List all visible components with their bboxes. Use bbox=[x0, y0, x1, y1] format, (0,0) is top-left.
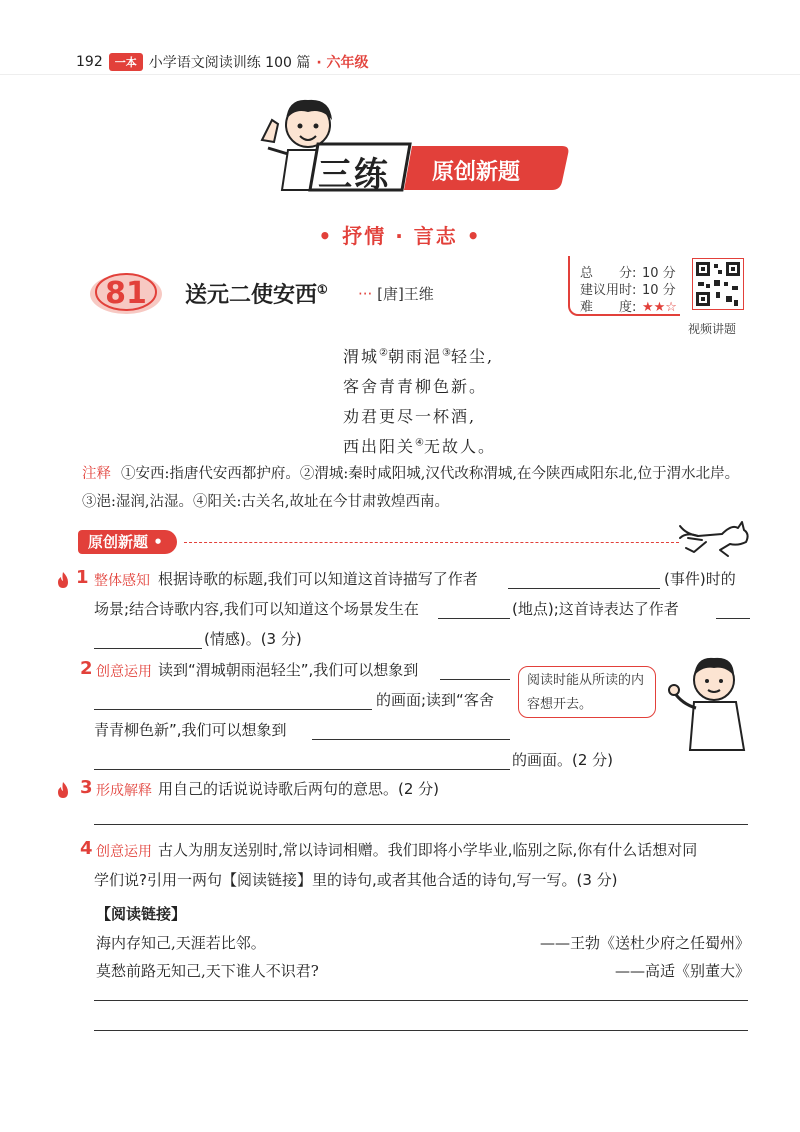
answer-blank[interactable] bbox=[438, 618, 510, 619]
difficulty-row bbox=[580, 296, 677, 315]
section-subtitle: • 抒情 · 言志 • bbox=[318, 224, 482, 248]
cat-icon bbox=[676, 518, 752, 558]
poem-line-4-part-b: 无故人。 bbox=[423, 437, 496, 456]
poem-title bbox=[185, 278, 328, 309]
section-dashed-line bbox=[184, 542, 679, 543]
boy-pointing-illustration bbox=[664, 652, 754, 752]
answer-blank[interactable] bbox=[440, 679, 510, 680]
answer-blank[interactable] bbox=[508, 588, 660, 589]
total-score-label: 总 分: bbox=[580, 266, 637, 281]
question-2-number: 2 bbox=[80, 658, 93, 679]
question-4-tag: 创意运用 bbox=[96, 844, 152, 860]
question-1-text-line-2: 场景;结合诗歌内容,我们可以知道这个场景发生在 bbox=[94, 600, 419, 618]
question-1-tag: 整体感知 bbox=[94, 573, 150, 589]
poem-author bbox=[358, 283, 434, 304]
annotations-tag: 注释 bbox=[82, 466, 111, 482]
poem-line-1-part-b: 朝雨浥 bbox=[387, 347, 442, 366]
question-2-text-line-4: 的画面。(2 分) bbox=[512, 751, 614, 769]
answer-line[interactable] bbox=[94, 824, 748, 825]
author-name: [唐]王维 bbox=[377, 285, 434, 303]
banner-label-left: 三练 bbox=[318, 155, 390, 195]
question-1-text-line-1: 根据诗歌的标题,我们可以知道这首诗描写了作者 bbox=[158, 570, 478, 588]
question-4-text-line-1: 古人为朋友送别时,常以诗词相赠。我们即将小学毕业,临别之际,你有什么话想对同 bbox=[158, 841, 698, 859]
poem-title-text: 送元二使安西 bbox=[185, 282, 318, 308]
poem-title-footnote: ① bbox=[317, 282, 328, 297]
poem-line-3: 劝君更尽一杯酒, bbox=[343, 407, 477, 426]
poem-line-1-part-a: 渭城 bbox=[343, 347, 380, 366]
author-dots: ··· bbox=[358, 285, 373, 303]
poem-line-4-part-a: 西出阳关 bbox=[343, 437, 416, 456]
answer-line[interactable] bbox=[94, 1030, 748, 1031]
question-3-tag: 形成解释 bbox=[96, 783, 152, 799]
difficulty-label: 难 度: bbox=[580, 300, 637, 315]
answer-blank[interactable] bbox=[94, 648, 202, 649]
qr-code-icon[interactable] bbox=[692, 258, 744, 310]
question-1-text-line-3: (情感)。(3 分) bbox=[204, 630, 302, 648]
footnote-4: ④ bbox=[415, 437, 424, 449]
answer-line[interactable] bbox=[94, 1000, 748, 1001]
question-4-text-line-2: 学们说?引用一两句【阅读链接】里的诗句,或者其他合适的诗句,写一写。(3 分) bbox=[94, 871, 618, 889]
lesson-number: 81 bbox=[105, 276, 147, 311]
quote-1-source: ——王勃《送杜少府之任蜀州》 bbox=[539, 934, 750, 952]
answer-blank[interactable] bbox=[94, 709, 372, 710]
question-3-number: 3 bbox=[80, 777, 93, 798]
video-explain-label: 视频讲题 bbox=[688, 322, 737, 336]
question-2-text-line-2: 的画面;读到“客舍 bbox=[376, 691, 494, 709]
tip-bubble: 阅读时能从所读的内容想开去。 bbox=[518, 666, 656, 718]
answer-blank[interactable] bbox=[94, 769, 510, 770]
annotations-text: ①安西:指唐代安西都护府。②渭城:秦时咸阳城,汉代改称渭城,在今陕西咸阳东北,位于渭水北岸。③浥:湿润,沾湿。④阳关:古关名,故址在今甘肃敦煌西南。 bbox=[82, 466, 740, 510]
page-number: 192 bbox=[76, 54, 103, 70]
annotations bbox=[82, 460, 752, 516]
answer-blank[interactable] bbox=[716, 618, 750, 619]
question-4-number: 4 bbox=[80, 838, 93, 859]
section-tag: 原创新题 • bbox=[78, 530, 177, 554]
difficulty-stars: ★★☆ bbox=[642, 300, 677, 315]
total-score-value: 10 分 bbox=[642, 266, 676, 281]
question-1-number: 1 bbox=[76, 567, 89, 588]
question-2-text-line-3: 青青柳色新”,我们可以想象到 bbox=[94, 721, 287, 739]
quote-2-line: 莫愁前路无知己,天下谁人不识君? bbox=[96, 962, 319, 980]
flame-icon bbox=[56, 781, 70, 799]
banner-label-right: 原创新题 bbox=[432, 160, 521, 185]
brand-logo: 一本 bbox=[109, 53, 143, 71]
grade-label: · 六年级 bbox=[316, 55, 369, 71]
suggested-time-label: 建议用时: bbox=[580, 283, 637, 298]
quote-1-line: 海内存知己,天涯若比邻。 bbox=[96, 934, 266, 952]
question-2-text-line-1: 读到“渭城朝雨浥轻尘”,我们可以想象到 bbox=[158, 661, 419, 679]
poem-line-1-part-c: 轻尘, bbox=[450, 347, 495, 366]
header-divider bbox=[0, 74, 800, 75]
page-header bbox=[76, 52, 369, 72]
poem-line-2: 客舍青青柳色新。 bbox=[343, 377, 488, 396]
quote-2-source: ——高适《别董大》 bbox=[614, 962, 750, 980]
reading-link-title: 【阅读链接】 bbox=[96, 905, 187, 923]
footnote-3: ③ bbox=[442, 347, 451, 359]
suggested-time-value: 10 分 bbox=[642, 283, 676, 298]
question-2-tag: 创意运用 bbox=[96, 664, 152, 680]
poem-line-1 bbox=[343, 344, 494, 367]
flame-icon bbox=[56, 571, 70, 589]
footnote-2: ② bbox=[379, 347, 388, 359]
question-1-text-line-1-end: (事件)时的 bbox=[664, 570, 736, 588]
question-3-text: 用自己的话说说诗歌后两句的意思。(2 分) bbox=[158, 780, 440, 798]
book-title: 小学语文阅读训练 100 篇 bbox=[148, 55, 311, 71]
answer-blank[interactable] bbox=[312, 739, 510, 740]
poem-line-4 bbox=[343, 434, 496, 457]
question-1-text-line-2-end: (地点);这首诗表达了作者 bbox=[512, 600, 679, 618]
